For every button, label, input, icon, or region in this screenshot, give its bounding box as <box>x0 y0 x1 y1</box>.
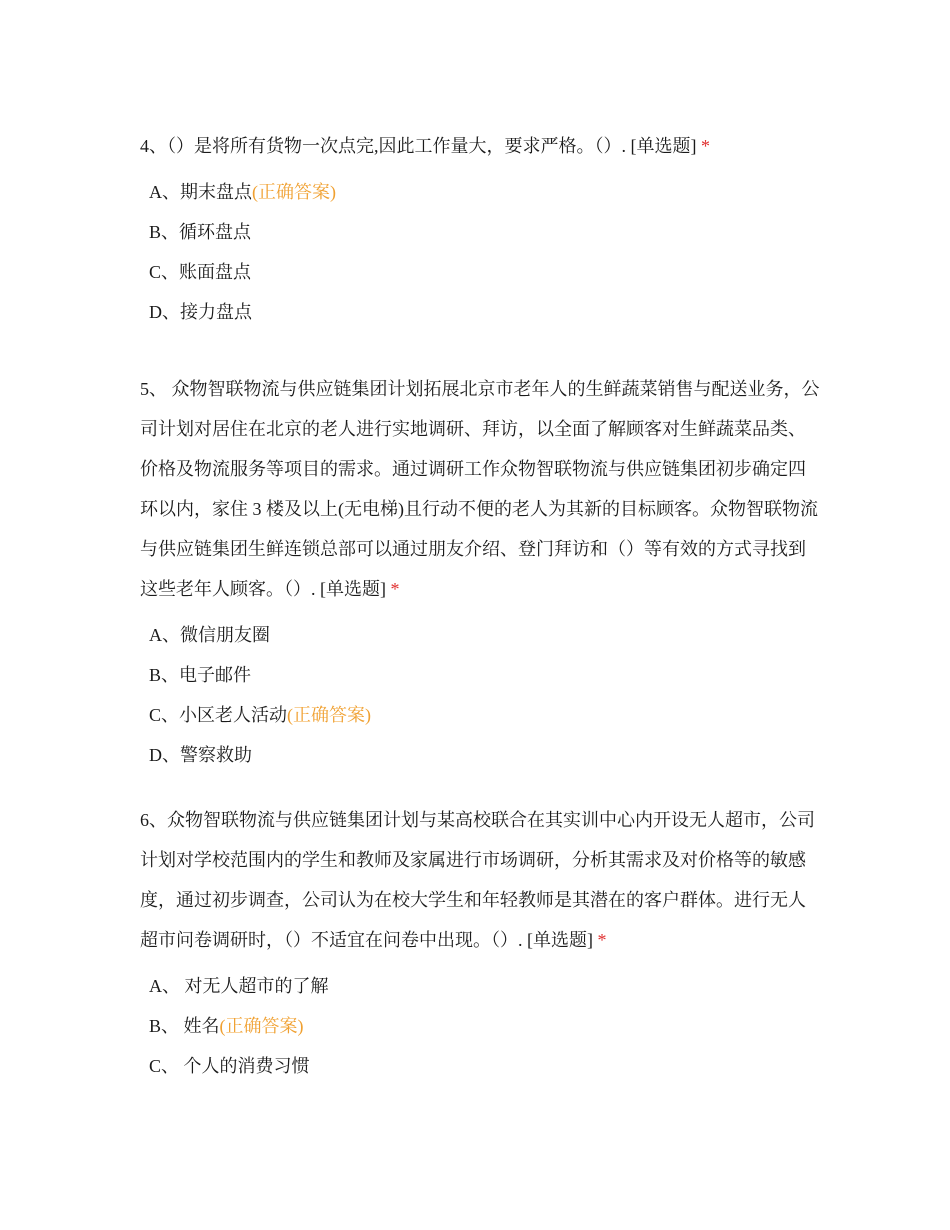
question-text <box>140 126 820 166</box>
option-letter: B、 <box>149 665 180 685</box>
question-body: 众物智联物流与供应链集团计划拓展北京市老年人的生鲜蔬菜销售与配送业务，公司计划对居住在北京的老人进行实地调研、拜访，以全面了解顾客对生鲜蔬菜品类、价格及物流服务等项目的需求。通过调研工作众物智联物流与供应链集团初步确定四环以内，家住 3 楼及以上(无电梯)且行动不便的老人为其新的目标顾客。众物智联物流与供应链集团生鲜连锁总部可以通过朋友介绍、登门拜访和（）等有效的方式寻找到这些老年人顾客。（）. [单选题] <box>140 379 820 599</box>
option-text: 姓名 <box>179 1016 220 1036</box>
option-c <box>140 695 820 735</box>
option-letter: A、 <box>149 625 180 645</box>
option-d <box>140 735 820 775</box>
correct-answer-mark: (正确答案) <box>252 182 336 202</box>
question-number: 6、 <box>140 810 167 830</box>
option-letter: C、 <box>149 1056 180 1076</box>
option-list <box>140 966 820 1086</box>
option-list <box>140 172 820 332</box>
option-text: 小区老人活动 <box>179 705 288 725</box>
correct-answer-mark: (正确答案) <box>219 1016 304 1036</box>
option-text: 期末盘点 <box>180 182 252 202</box>
option-c <box>140 252 820 292</box>
option-text: 对无人超市的了解 <box>180 976 329 996</box>
option-letter: B、 <box>149 1016 180 1036</box>
question-6 <box>140 800 820 1086</box>
option-b <box>140 212 820 252</box>
option-text: 警察救助 <box>180 745 252 765</box>
option-text: 电子邮件 <box>179 665 252 685</box>
required-asterisk: * <box>390 579 400 599</box>
question-4 <box>140 126 820 332</box>
correct-answer-mark: (正确答案) <box>287 705 372 725</box>
required-asterisk: * <box>597 930 607 950</box>
option-b <box>140 655 820 695</box>
option-a <box>140 172 820 212</box>
question-text <box>140 369 820 609</box>
option-text: 个人的消费习惯 <box>179 1056 310 1076</box>
option-text: 接力盘点 <box>180 302 252 322</box>
option-letter: D、 <box>149 302 180 322</box>
option-text: 微信朋友圈 <box>180 625 270 645</box>
question-number: 4、 <box>140 136 167 156</box>
option-letter: A、 <box>149 182 180 202</box>
option-letter: C、 <box>149 705 180 725</box>
question-number: 5、 <box>140 379 167 399</box>
option-letter: C、 <box>149 262 180 282</box>
option-d <box>140 292 820 332</box>
option-a <box>140 966 820 1006</box>
question-text <box>140 800 820 960</box>
option-list <box>140 615 820 775</box>
option-text: 账面盘点 <box>179 262 252 282</box>
question-body: 众物智联物流与供应链集团计划与某高校联合在其实训中心内开设无人超市，公司计划对学校范围内的学生和教师及家属进行市场调研，分析其需求及对价格等的敏感度，通过初步调查，公司认为在校大学生和年轻教师是其潜在的客户群体。进行无人超市问卷调研时，（）不适宜在问卷中出现。（）. [单选题] <box>140 810 815 950</box>
required-asterisk: * <box>701 136 710 156</box>
option-letter: D、 <box>149 745 180 765</box>
option-letter: B、 <box>149 222 180 242</box>
option-a <box>140 615 820 655</box>
option-c <box>140 1046 820 1086</box>
option-letter: A、 <box>149 976 180 996</box>
question-5 <box>140 369 820 775</box>
option-text: 循环盘点 <box>179 222 252 242</box>
option-b <box>140 1006 820 1046</box>
question-body: （）是将所有货物一次点完,因此工作量大，要求严格。（）. [单选题] <box>167 136 697 156</box>
